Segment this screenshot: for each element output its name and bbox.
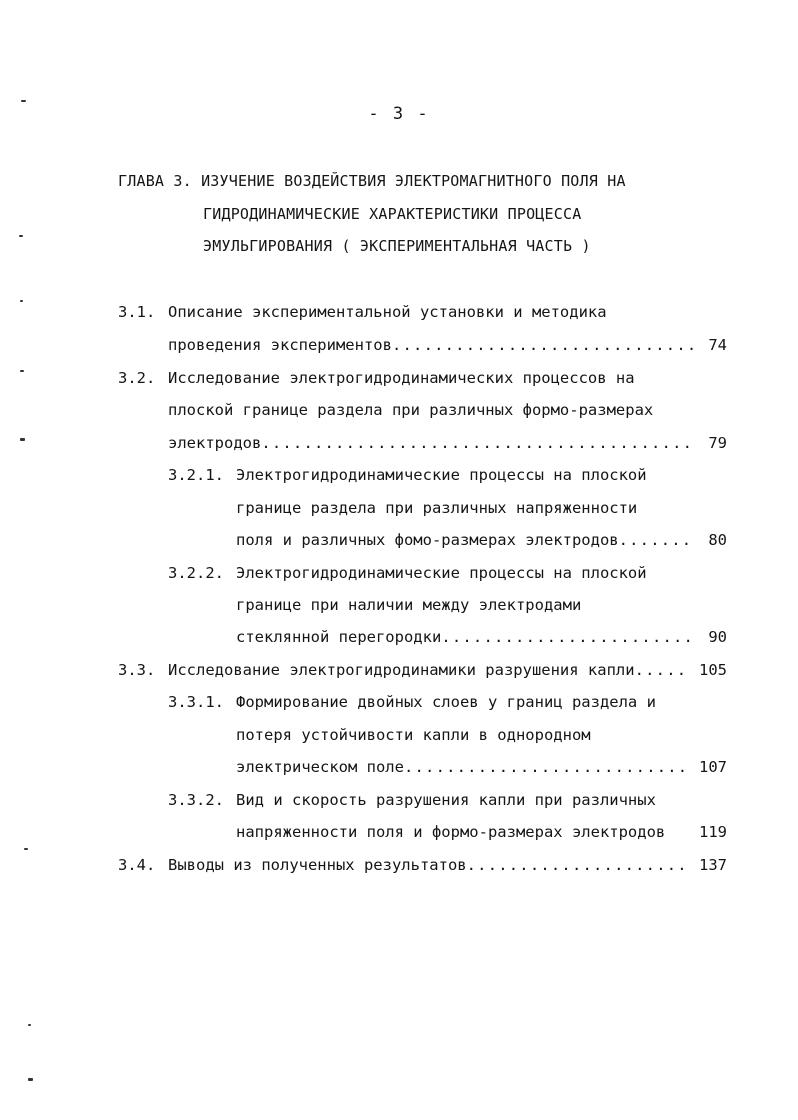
toc-page-number: 90: [708, 628, 727, 646]
dot-leader: [261, 431, 695, 455]
toc-page-number: 74: [708, 336, 727, 354]
toc-text: Формирование двойных слоев у границ раздела и: [236, 693, 656, 711]
toc-text: Исследование электрогидродинамики разрушения капли: [168, 661, 635, 679]
chapter-title-line-1: ГЛАВА 3. ИЗУЧЕНИЕ ВОЗДЕЙСТВИЯ ЭЛЕКТРОМАГНИТНОГО ПОЛЯ НА: [118, 172, 626, 190]
toc-text: проведения экспериментов: [168, 336, 392, 354]
toc-number: 3.1.: [118, 303, 156, 321]
toc-number: 3.2.: [118, 369, 156, 387]
toc-leader-line: [168, 853, 688, 877]
toc-text: поля и различных фомо-размерах электродов: [236, 531, 619, 549]
toc-entry-3-1: [0, 300, 798, 324]
toc-text: Вид и скорость разрушения капли при различных: [236, 791, 656, 809]
toc-page-number: 105: [699, 661, 727, 679]
scan-speck: [21, 100, 26, 102]
toc-text: плоской границе раздела при различных формо-размерах: [168, 401, 654, 419]
toc-leader-line: [168, 658, 688, 682]
toc-text: Электрогидродинамические процессы на плоской: [236, 564, 647, 582]
toc-entry-3-3-1: [0, 690, 798, 714]
toc-entry-3-2: [0, 366, 798, 390]
toc-page-number: 119: [699, 823, 727, 841]
scan-speck: [20, 300, 23, 302]
toc-number: 3.4.: [118, 856, 156, 874]
toc-text: Электрогидродинамические процессы на плоской: [236, 466, 647, 484]
chapter-title-line-2: ГИДРОДИНАМИЧЕСКИЕ ХАРАКТЕРИСТИКИ ПРОЦЕССА: [203, 205, 582, 223]
toc-number: 3.2.2.: [168, 564, 224, 582]
toc-number: 3.3.1.: [168, 693, 224, 711]
toc-leader-line: [236, 755, 688, 779]
toc-entry-3-3-1-cont: [0, 723, 798, 747]
toc-text: стеклянной перегородки: [236, 628, 442, 646]
toc-leader-line: [236, 528, 695, 552]
toc-entry-3-3: [0, 658, 798, 682]
toc-entry-3-2-cont: [0, 398, 798, 422]
toc-entry-3-2-1-end: [0, 528, 798, 552]
toc-text: границе раздела при различных напряженности: [236, 499, 638, 517]
toc-text: потеря устойчивости капли в однородном: [236, 726, 591, 744]
toc-page-number: 79: [708, 434, 727, 452]
toc-entry-3-2-2-end: [0, 625, 798, 649]
toc-number: 3.3.2.: [168, 791, 224, 809]
toc-number: 3.2.1.: [168, 466, 224, 484]
toc-text: Описание экспериментальной установки и методика: [168, 303, 607, 321]
toc-text: электрическом поле: [236, 758, 404, 776]
scan-speck: [20, 370, 24, 372]
toc-text: границе при наличии между электродами: [236, 596, 582, 614]
toc-leader-line: [168, 431, 695, 455]
toc-number: 3.3.: [118, 661, 156, 679]
toc-page-number: 137: [699, 856, 727, 874]
toc-text: напряженности поля и формо-размерах электродов: [236, 823, 666, 841]
toc-entry-3-2-1-cont: [0, 496, 798, 520]
toc-entry-3-1-cont: [0, 333, 798, 357]
toc-entry-3-2-1: [0, 463, 798, 487]
dot-leader: [619, 528, 695, 552]
toc-text: Исследование электрогидродинамических процессов на: [168, 369, 635, 387]
toc-text: электродов: [168, 434, 262, 452]
dot-leader: [635, 658, 688, 682]
toc-entry-3-2-end: [0, 431, 798, 455]
scan-speck: [24, 848, 28, 850]
toc-leader-line: [236, 625, 695, 649]
page-number: - 3 -: [368, 104, 430, 124]
toc-entry-3-3-1-end: [0, 755, 798, 779]
toc-page-number: 80: [708, 531, 727, 549]
toc-leader-line: [168, 333, 695, 357]
scan-speck: [20, 438, 25, 441]
dot-leader: [467, 853, 688, 877]
toc-entry-3-3-2-cont: [0, 820, 798, 844]
scan-speck: [28, 1024, 31, 1026]
chapter-title-line-3: ЭМУЛЬГИРОВАНИЯ ( ЭКСПЕРИМЕНТАЛЬНАЯ ЧАСТЬ ): [203, 237, 591, 255]
toc-entry-3-4: [0, 853, 798, 877]
toc-text: Выводы из полученных результатов: [168, 856, 467, 874]
dot-leader: [392, 333, 695, 357]
dot-leader: [441, 625, 695, 649]
scan-speck: [28, 1078, 33, 1081]
toc-entry-3-2-2-cont: [0, 593, 798, 617]
toc-entry-3-3-2: [0, 788, 798, 812]
toc-entry-3-2-2: [0, 561, 798, 585]
scan-speck: [19, 235, 23, 237]
dot-leader: [404, 755, 688, 779]
toc-page-number: 107: [699, 758, 727, 776]
